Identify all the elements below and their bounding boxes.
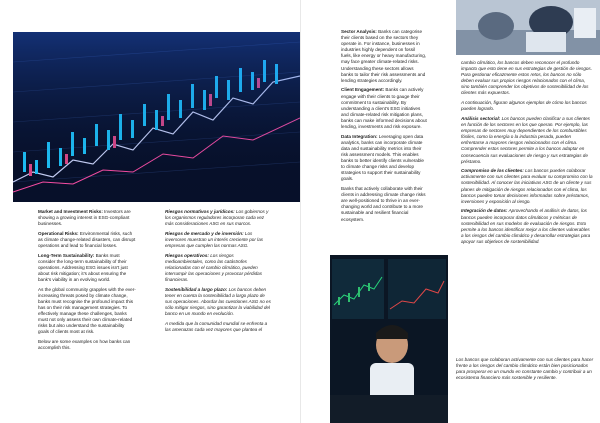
paragraph: As the global community grapples with the ever-increasing threats posed by climate change, banks must recognise the profound impact this has on their risk management strategies. To effectively manage these challenges, banks must not only assess their own climate-related risks but also understand the sustainability goals of clients most at risk.	[38, 286, 136, 335]
paragraph: Análisis sectorial: Los bancos pueden clasificar a sus clientes en función de los sectores en los que operan. Por ejemplo, las empresas de sectores muy dependientes de los combustibles fósiles, como la energía o la industria pesada, pueden enfrentarse a mayores riesgos relacionados con el clima. Comprender estos sectores permite a los bancos adaptar en consecuencia sus evaluaciones de riesgo y sus estrategias de préstamo.	[461, 115, 590, 164]
paragraph: Riesgos normativos y jurídicos: Los gobiernos y los organismos reguladores incorporan cada vez más consideraciones ASG en sus marcos.	[165, 209, 269, 227]
paragraph: Compromiso de los clientes: Los bancos pueden colaborar activamente con sus clientes para evaluar su compromiso con la sostenibilidad. Al conocer las iniciativas ASG de un cliente y sus planes de mitigación de riesgos relacionados con el clima, los bancos pueden tomar decisiones informadas sobre préstamos, inversiones y exposición al riesgo.	[461, 168, 593, 204]
paragraph: Riesgos operativos: Los riesgos medioambientales, como las catástrofes relacionadas con el cambio climático, pueden interrumpir las operaciones y provocar pérdidas financieras.	[165, 252, 263, 283]
column-spanish-1	[165, 209, 271, 337]
column-spanish-closing	[456, 357, 594, 385]
paragraph: Client Engagement: Banks can actively engage with their clients to gauge their commitment to sustainability. By understanding a client's ESG initiatives and climate-related risk mitigation plans, banks can make informed decisions about lending, investments and risk exposure.	[341, 87, 427, 129]
paragraph: Banks that actively collaborate with their clients in addressing climate change risks are well-positioned to thrive in an ever-changing world and contribute to a more sustainable and resilient financial ecosystem.	[341, 186, 426, 222]
column-spanish-2	[461, 60, 593, 249]
paragraph: Operational Risks: Environmental risks, such as climate change-related disasters, can disrupt operations and lead to financial losses.	[38, 230, 136, 249]
paragraph: Los bancos que colaboran activamente con sus clientes para hacer frente a los riesgos del cambio climático están bien posicionados para prosperar en un mundo en constante cambio y contribuir a un ecosistema financiero más sostenible y resiliente.	[456, 357, 594, 381]
paragraph: Long-Term Sustainability: Banks must consider the long-term sustainability of their operations. Addressing ESG issues isn't just about risk mitigation; it's about ensuring the bank's viability in an evolving world.	[38, 252, 128, 283]
right-page	[300, 0, 600, 423]
business-people-photo	[456, 0, 600, 55]
paragraph: A medida que la comunidad mundial se enfrenta a las amenazas cada vez mayores que plantea el	[165, 320, 268, 332]
stock-chart-photo	[13, 32, 300, 202]
column-english-2	[341, 29, 427, 226]
paragraph: Riesgos de mercado y de inversión: Los inversores muestran un interés creciente por las empresas que cumplen las normas ASG.	[165, 230, 264, 249]
trader-photo	[330, 255, 448, 423]
paragraph: Sector Analysis: Banks can categorise their clients based on the sectors they operate in. For instance, businesses in industries highly dependent on fossil fuels, like energy or heavy manufacturing, may face greater climate-related risks. Understanding these sectors allows banks to tailor their risk assessments and lending strategies accordingly.	[341, 29, 427, 83]
paragraph: A continuación, figuran algunos ejemplos de cómo los bancos pueden lograrlo.	[461, 100, 587, 112]
column-english-1	[38, 209, 136, 355]
paragraph: cambio climático, los bancos deben reconocer el profundo impacto que esto tiene en sus estrategias de gestión de riesgos. Para gestionar eficazmente estos retos, los bancos no sólo deben evaluar sus propios riesgos relacionados con el clima, sino también comprender los objetivos de sostenibilidad de los clientes más expuestos.	[461, 60, 593, 96]
paragraph: Below are some examples on how banks can accomplish this.	[38, 339, 131, 351]
paragraph: Data Integration: Leveraging open data analytics, banks can incorporate climate data and sustainability metrics into their risk assessment models. This enables banks to better identify clients vulnerable to climate change risks and develop strategies to support their sustainability goals.	[341, 133, 424, 182]
paragraph: Market and Investment Risks: Investors are showing a growing interest in ESG-compliant businesses.	[38, 209, 131, 227]
paragraph: Sostenibilidad a largo plazo: Los bancos deben tener en cuenta la sostenibilidad a largo plazo de sus operaciones. Abordar las cuestiones ASG no es sólo mitigar riesgos, sino garantizar la viabilidad del banco en un mundo en evolución.	[165, 286, 271, 317]
paragraph: Integración de datos: Aprovechando el análisis de datos, los bancos pueden incorporar datos climáticos y métricas de sostenibilidad en sus modelos de evaluación de riesgos. Esto permite a los bancos identificar mejor a los clientes vulnerables a los riesgos del cambio climático y desarrollar estrategias para apoyar sus objetivos de sostenibilidad.	[461, 208, 591, 244]
